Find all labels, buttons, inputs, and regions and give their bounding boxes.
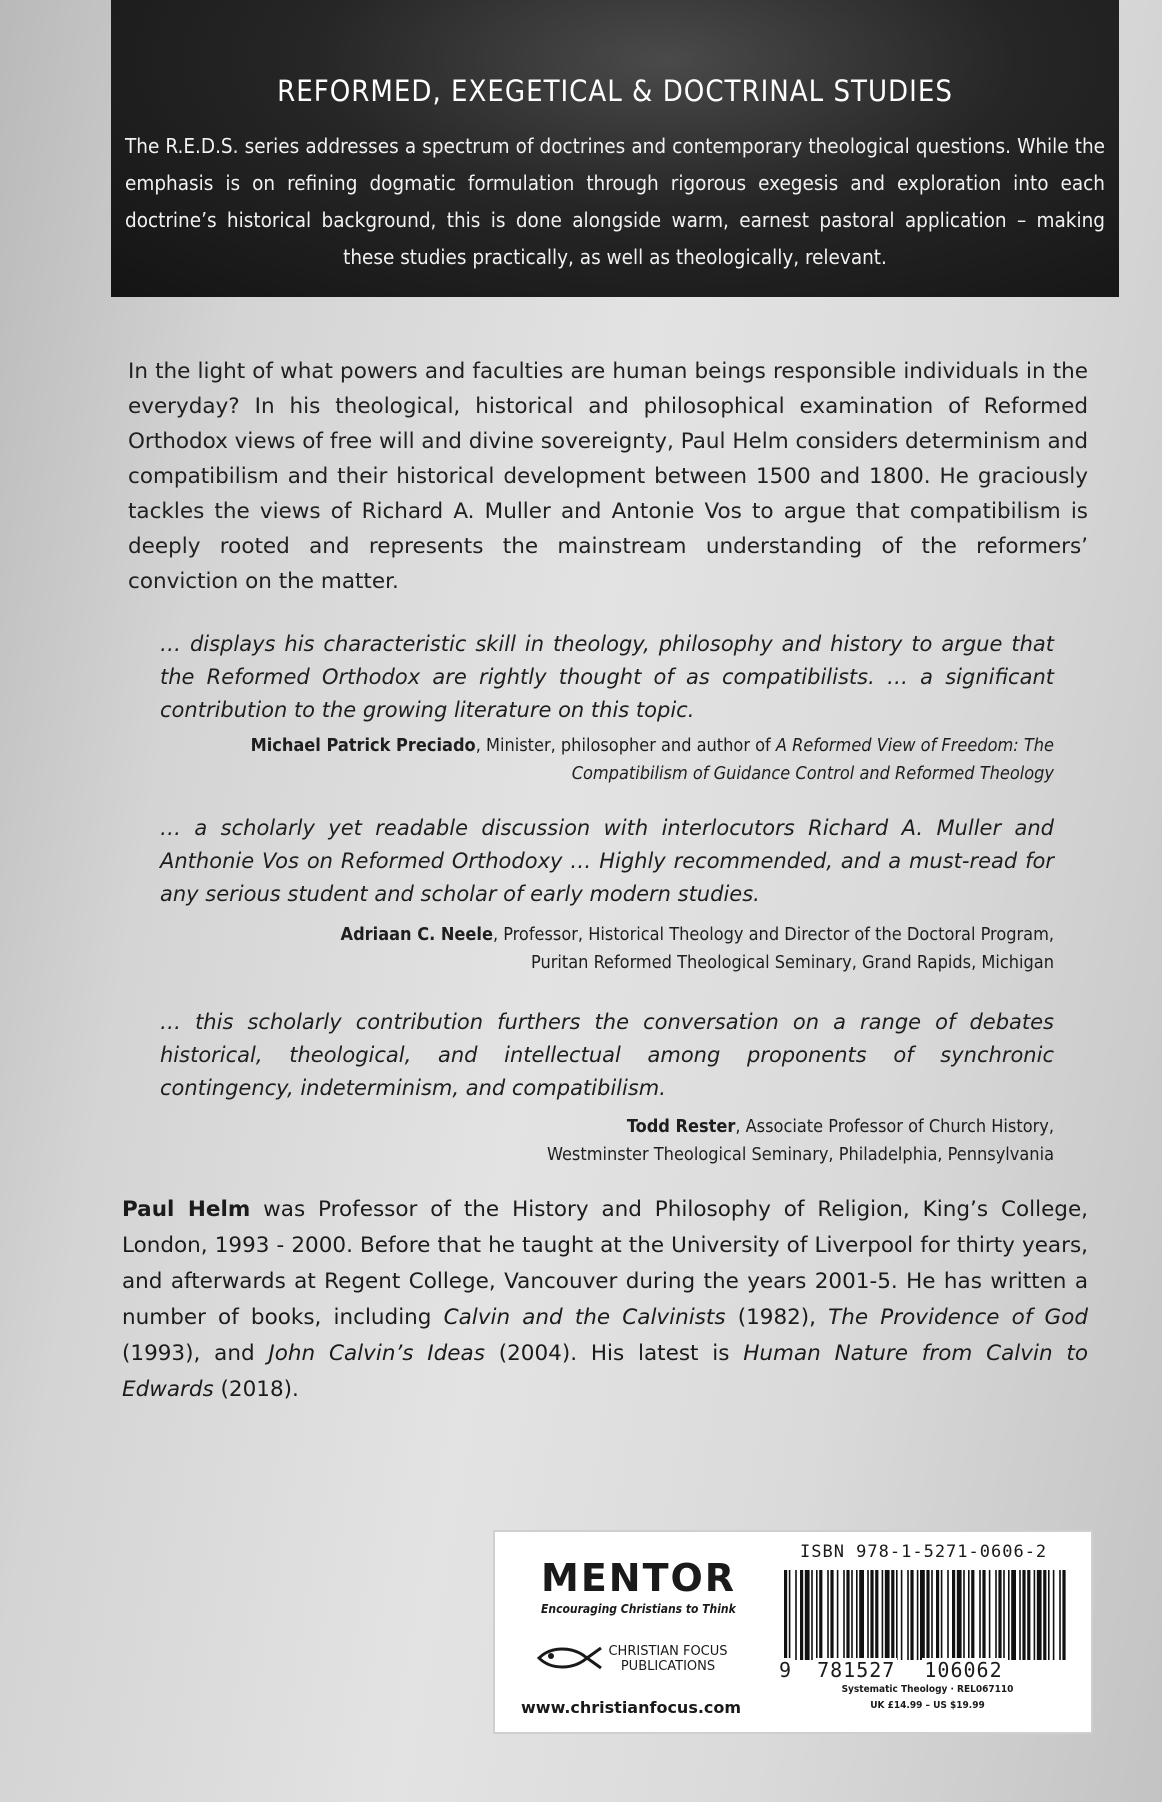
endorser-name: Michael Patrick Preciado (250, 735, 476, 756)
barcode-bar (843, 1570, 845, 1660)
barcode-bar (971, 1570, 974, 1660)
bio-book-title: The Providence of God (828, 1305, 1088, 1330)
barcode-bar (837, 1570, 839, 1660)
barcode-bar (805, 1570, 810, 1660)
endorsement-quote: … displays his characteristic skill in theology, philosophy and history to argue that the Reformed Orthodox are rightly thought of as compatibilists. … a significant contribution to the growing literature on this topic. (160, 632, 1054, 722)
barcode-bar (867, 1570, 869, 1660)
publisher-website: www.christianfocus.com (521, 1698, 742, 1717)
series-title: REFORMED, EXEGETICAL & DOCTRINAL STUDIES (277, 74, 953, 108)
bio-text: was Professor of the History and Philosophy of Religion, King’s College, London, 1993 - 2000. Before that he taught at the University of Liverpool for thirty years, and afterwards at Regent College, Vancouver during the years 2001-5. He has written a number of books, including (122, 1197, 1089, 1330)
barcode-bar (947, 1570, 949, 1660)
barcode-bar (1003, 1570, 1005, 1660)
publisher-name-line: CHRISTIAN FOCUS (608, 1644, 728, 1659)
barcode-bar (882, 1570, 884, 1660)
series-banner (111, 0, 1119, 297)
price-label: UK £14.99 – US $19.99 (870, 1700, 985, 1711)
barcode-bar (891, 1570, 894, 1660)
barcode-bar (896, 1570, 898, 1660)
barcode-bar (789, 1570, 791, 1660)
barcode-bar (1059, 1570, 1061, 1660)
barcode-bar (1027, 1570, 1030, 1660)
barcode-bar (1048, 1570, 1050, 1660)
mentor-logo: MENTOR (541, 1556, 737, 1600)
barcode-bar (875, 1570, 878, 1660)
bio-book-title: John Calvin’s Ideas (268, 1341, 485, 1366)
barcode-bar (859, 1570, 864, 1660)
subject-code: Systematic Theology · REL067110 (841, 1684, 1014, 1695)
series-description: The R.E.D.S. series addresses a spectrum of doctrines and contemporary theological questions. While the emphasis is on refining dogmatic formulation through rigorous exegesis and exploration into each doctrine’s historical background, this is done alongside warm, earnest pastoral application – making these studies practically, as well as theologically, relevant. (125, 134, 1105, 269)
barcode-bar (920, 1570, 925, 1660)
barcode-bar (846, 1570, 849, 1660)
barcode-bar (1037, 1570, 1042, 1660)
bio-text: (1982), (725, 1305, 829, 1330)
barcode-bar (926, 1570, 929, 1660)
barcode-bar (1062, 1570, 1065, 1660)
barcode-bar (995, 1570, 997, 1660)
endorser-name: Adriaan C. Neele (340, 924, 493, 945)
endorser-institution: Westminster Theological Seminary, Philadelphia, Pennsylvania (547, 1144, 1054, 1165)
barcode-bar (989, 1570, 991, 1660)
barcode-bar (1019, 1570, 1021, 1660)
endorser-book-title: A Reformed View of Freedom: The Compatibilism of Guidance Control and Reformed Theology (571, 735, 1054, 784)
endorsement-attribution (160, 1113, 1054, 1169)
publisher-barcode-box (493, 1530, 1093, 1734)
publisher-name-line: PUBLICATIONS (620, 1659, 716, 1674)
book-description: In the light of what powers and faculties are human beings responsible individuals in the everyday? In his theological, historical and philosophical examination of Reformed Orthodox views of free will and divine sovereignty, Paul Helm considers determinism and compatibilism and their historical development between 1500 and 1800. He graciously tackles the views of Richard A. Muller and Antonie Vos to argue that compatibilism is deeply rooted and represents the mainstream understanding of the reformers’ conviction on the matter. (128, 359, 1088, 594)
barcode-bar (816, 1570, 818, 1660)
barcode-bar (941, 1570, 943, 1660)
barcode-bar (800, 1570, 803, 1660)
barcode-lead-digit: 9 (779, 1658, 793, 1682)
barcode-digits (777, 1658, 1077, 1682)
barcode-bar (830, 1570, 833, 1660)
barcode-bar (910, 1570, 913, 1660)
barcode-bar (1011, 1570, 1016, 1660)
endorsement-quote: … this scholarly contribution furthers the conversation on a range of debates historical, theological, and intellectual among proponents of synchronic contingency, indeterminism, and compatibilism. (160, 1010, 1054, 1100)
endorser-name: Todd Rester (626, 1116, 736, 1137)
bio-book-title: Calvin and the Calvinists (443, 1305, 726, 1330)
barcode-bar (784, 1570, 787, 1660)
bio-text: (1993), and (122, 1341, 269, 1366)
barcode-bar (856, 1570, 858, 1660)
barcode-right-digits: 106062 (924, 1658, 1003, 1682)
barcode-bar (827, 1570, 829, 1660)
barcode-bar (901, 1570, 903, 1660)
barcode-bar (885, 1570, 890, 1660)
barcode-bar (819, 1570, 822, 1660)
barcode-bar (1043, 1570, 1046, 1660)
barcode-bar (811, 1570, 813, 1660)
barcode-bar (851, 1570, 853, 1660)
barcode-bar (963, 1570, 965, 1660)
barcode-bar (870, 1570, 873, 1660)
barcode-bar (1034, 1570, 1036, 1660)
publisher-name (603, 1644, 733, 1674)
fish-logo-icon (535, 1644, 605, 1672)
barcode-bar (795, 1570, 797, 1660)
endorser-institution: Puritan Reformed Theological Seminary, Grand Rapids, Michigan (531, 952, 1054, 973)
bio-book-title: Human Nature from Calvin to Edwards (122, 1341, 1088, 1402)
endorser-role: , Associate Professor of Church History, (735, 1116, 1054, 1137)
barcode-bar (968, 1570, 970, 1660)
barcode-left-digits: 781527 (817, 1658, 896, 1682)
barcode-bar (982, 1570, 985, 1660)
barcode-bar (917, 1570, 919, 1660)
endorsement-attribution (160, 732, 1054, 788)
endorser-role: , Professor, Historical Theology and Director of the Doctoral Program, (492, 924, 1054, 945)
barcode-bar (952, 1570, 955, 1660)
barcode-bar (1008, 1570, 1010, 1660)
bio-text: (2018). (213, 1377, 299, 1402)
barcode-bar (1022, 1570, 1025, 1660)
barcode-bar (907, 1570, 909, 1660)
barcode-bar (936, 1570, 939, 1660)
mentor-tagline: Encouraging Christians to Think (541, 1602, 736, 1616)
endorser-role: , Minister, philosopher and author of (475, 735, 776, 756)
barcode-bar (957, 1570, 962, 1660)
author-bio (122, 1192, 1088, 1408)
barcode-bar (979, 1570, 981, 1660)
bio-text: (2004). His latest is (484, 1341, 744, 1366)
barcode-bar (931, 1570, 933, 1660)
barcode-bar (998, 1570, 1001, 1660)
author-name: Paul Helm (122, 1197, 251, 1222)
endorsement-attribution (160, 921, 1054, 977)
barcode-bar (1053, 1570, 1055, 1660)
endorsement-quote: … a scholarly yet readable discussion with interlocutors Richard A. Muller and Anthonie Vos on Reformed Orthodoxy … Highly recommended, and a must-read for any serious student and scholar of early modern studies. (160, 816, 1054, 906)
isbn-label: ISBN 978-1-5271-0606-2 (800, 1542, 1048, 1562)
